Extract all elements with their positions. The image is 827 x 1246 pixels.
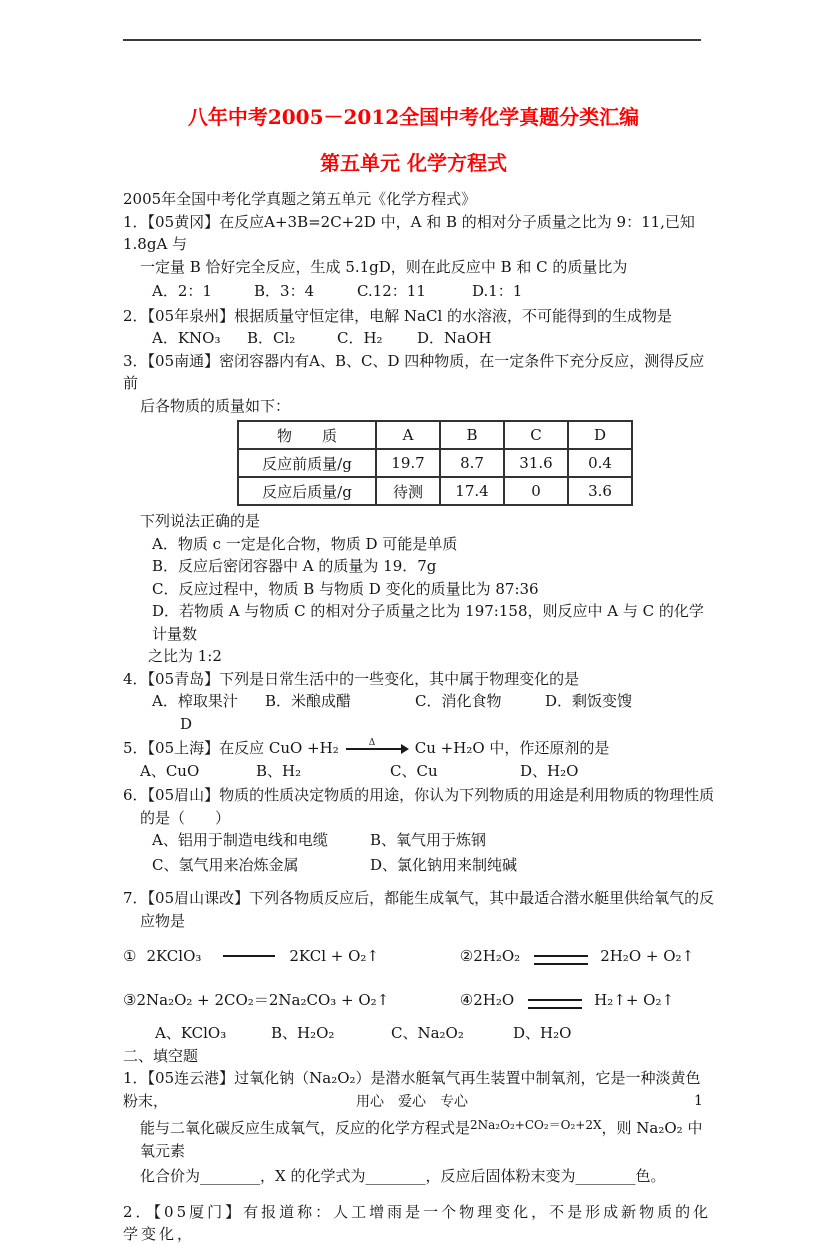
question-7-line-2: 应物是 <box>140 911 186 930</box>
option-c: C．消化食物 <box>415 692 502 710</box>
table-row <box>238 477 632 505</box>
footer-motto: 用心 爱心 专心 <box>356 1094 468 1110</box>
option-d: D.1：1 <box>472 282 523 300</box>
option-c: C．H₂ <box>337 329 383 347</box>
option-b: B．米酿成醋 <box>265 692 352 710</box>
condition-blank-double-line <box>528 999 582 1009</box>
table-cell: B <box>440 421 504 449</box>
table-row <box>238 449 632 477</box>
question-6-line-1: 6．【05眉山】物质的性质决定物质的用途，你认为下列物质的用途是利用物质的物理性质 <box>123 786 715 804</box>
equals-sign: ＝ <box>253 990 269 1009</box>
equation-row-2 <box>123 989 715 1012</box>
table-cell: 待测 <box>376 477 440 505</box>
table-cell: 物 质 <box>238 421 376 449</box>
equation-lhs: 2H₂O₂ <box>473 947 521 965</box>
question-4-options <box>152 690 715 713</box>
option-b: B．3：4 <box>254 282 315 300</box>
option-d: D．剩饭变馊 <box>545 692 633 710</box>
question-5-stem-post: Cu +H₂O 中，作还原剂的是 <box>414 739 610 757</box>
option-b: B．反应后密闭容器中 A 的质量为 19．7g <box>152 557 437 575</box>
option-d-continued: 之比为 1:2 <box>148 647 222 665</box>
option-b: B、H₂ <box>256 761 302 780</box>
option-a: A、铝用于制造电线和电缆 <box>152 831 328 849</box>
equation-2 <box>455 947 694 965</box>
page-number: 1 <box>694 1093 703 1109</box>
section-2-heading: 二、填空题 <box>123 1046 199 1065</box>
fill-question-1-line-3: 化合价为________，X 的化学式为________，反应后固体粉末变为________色。 <box>140 1167 666 1185</box>
unit-title: 第五单元 化学方程式 <box>320 151 507 175</box>
fill-1-text-pre: 能与二氧化碳反应生成氧气，反应的化学方程式是 <box>140 1119 471 1137</box>
document-title: 八年中考2005－2012全国中考化学真题分类汇编 <box>187 105 640 129</box>
question-2-options <box>152 327 715 350</box>
table-cell: 3.6 <box>568 477 632 505</box>
option-b: B、H₂O₂ <box>271 1024 335 1042</box>
fill-question-1-line-1: 1．【05连云港】过氧化钠（Na₂O₂）是潜水艇氧气再生装置中制氧剂，它是一种淡黄色粉末， <box>123 1069 701 1110</box>
table-cell: 31.6 <box>504 449 568 477</box>
arrow-head <box>401 744 409 754</box>
question-6-line-2: 的是（ ） <box>140 808 231 827</box>
option-a: A．榨取果汁 <box>152 692 238 710</box>
option-d: D．NaOH <box>417 329 492 347</box>
question-2-line-1: 2．【05年泉州】根据质量守恒定律，电解 NaCl 的水溶液，不可能得到的生成物是 <box>123 306 673 325</box>
option-b: B、氧气用于炼钢 <box>370 831 487 849</box>
option-d: D、氯化钠用来制纯碱 <box>370 855 518 874</box>
table-cell: 反应前质量/g <box>238 449 376 477</box>
header-rule <box>123 39 701 41</box>
option-c: C、氢气用来冶炼金属 <box>152 855 299 874</box>
equation-lhs: 2KClO₃ <box>146 947 202 965</box>
question-1-line-1: 1．【05黄冈】在反应A+3B=2C+2D 中，A 和 B 的相对分子质量之比为 9：11,已知1.8gA 与 <box>123 212 695 253</box>
option-d: D、H₂O <box>520 761 579 780</box>
equation-lhs: 2H₂O <box>473 990 515 1009</box>
equation-number: ③ <box>123 990 137 1009</box>
question-7-options <box>155 1022 715 1045</box>
question-4-line-1: 4．【05青岛】下列是日常生活中的一些变化，其中属于物理变化的是 <box>123 669 580 688</box>
option-d: D、H₂O <box>513 1024 572 1042</box>
equation-rhs: 2Na₂CO₃ + O₂↑ <box>268 990 390 1009</box>
delta-symbol: Δ <box>368 738 376 748</box>
equation-number: ④ <box>459 990 474 1009</box>
question-6-options-row-1 <box>152 829 715 852</box>
equation-number: ② <box>459 947 474 965</box>
chemical-equation-inline: 2Na₂O₂+CO₂＝O₂+2X <box>470 1118 602 1132</box>
equation-number: ① <box>123 947 137 965</box>
question-3-line-1: 3．【05南通】密闭容器内有A、B、C、D 四种物质，在一定条件下充分反应，测得反应前 <box>123 351 705 392</box>
option-c: C、Na₂O₂ <box>391 1024 464 1042</box>
option-c: C、Cu <box>390 761 438 780</box>
equation-3 <box>123 989 455 1012</box>
option-d: D．若物质 A 与物质 C 的相对分子质量之比为 197:158，则反应中 A 与 C 的化学计量数 <box>152 602 704 643</box>
mass-data-table <box>237 420 633 506</box>
table-header-row <box>238 421 632 449</box>
option-a: A、KClO₃ <box>155 1024 227 1042</box>
option-a: A．2：1 <box>152 282 212 300</box>
table-cell: D <box>568 421 632 449</box>
equation-lhs: 2Na₂O₂ + 2CO₂ <box>136 990 254 1009</box>
fill-1-text-post: ，则 Na₂O₂ 中氧元素 <box>140 1119 703 1160</box>
option-c: C.12：11 <box>357 282 426 300</box>
equation-rhs: 2H₂O + O₂↑ <box>600 947 695 965</box>
option-a: A、CuO <box>140 761 200 780</box>
equation-1 <box>123 945 455 968</box>
table-cell: 17.4 <box>440 477 504 505</box>
question-5-options <box>140 760 715 783</box>
table-cell: 0.4 <box>568 449 632 477</box>
equation-rhs: H₂↑+ O₂↑ <box>594 990 675 1009</box>
equation-4 <box>455 991 674 1009</box>
question-7-line-1: 7．【05眉山课改】下列各物质反应后，都能生成氧气，其中最适合潜水艇里供给氧气的反 <box>123 889 715 907</box>
table-cell: 8.7 <box>440 449 504 477</box>
intro-line: 2005年全国中考化学真题之第五单元《化学方程式》 <box>123 190 477 208</box>
option-b: B．Cl₂ <box>247 329 296 347</box>
question-1-line-2: 一定量 B 恰好完全反应，生成 5.1gD，则在此反应中 B 和 C 的质量比为 <box>140 257 628 276</box>
question-3-prompt: 下列说法正确的是 <box>140 512 261 530</box>
document-body <box>123 188 715 1246</box>
table-cell: 0 <box>504 477 568 505</box>
option-c: C．反应过程中，物质 B 与物质 D 变化的质量比为 87:36 <box>152 579 539 598</box>
question-3-line-2: 后各物质的质量如下： <box>140 396 291 415</box>
reaction-arrow <box>345 739 409 755</box>
condition-blank-double-line <box>534 955 588 965</box>
fill-question-2-line-1: 2．【05厦门】有报道称：人工增雨是一个物理变化，不是形成新物质的化学变化， <box>123 1202 712 1243</box>
equation-rhs: 2KCl + O₂↑ <box>289 947 379 965</box>
table-cell: 反应后质量/g <box>238 477 376 505</box>
equation-row-1 <box>123 945 715 968</box>
question-6-options-row-2 <box>152 854 715 877</box>
fill-question-1-line-2 <box>140 1114 715 1162</box>
option-a: A．KNO₃ <box>152 329 221 347</box>
condition-blank-line <box>223 955 275 957</box>
table-cell: C <box>504 421 568 449</box>
table-cell: A <box>376 421 440 449</box>
option-a: A．物质 c 一定是化合物，物质 D 可能是单质 <box>152 534 458 553</box>
question-5-stem-pre: 5．【05上海】在反应 CuO +H₂ <box>123 739 339 757</box>
question-5-line-1 <box>123 737 715 760</box>
table-cell: 19.7 <box>376 449 440 477</box>
question-1-options <box>152 280 715 303</box>
question-4-answer: D <box>180 714 193 733</box>
